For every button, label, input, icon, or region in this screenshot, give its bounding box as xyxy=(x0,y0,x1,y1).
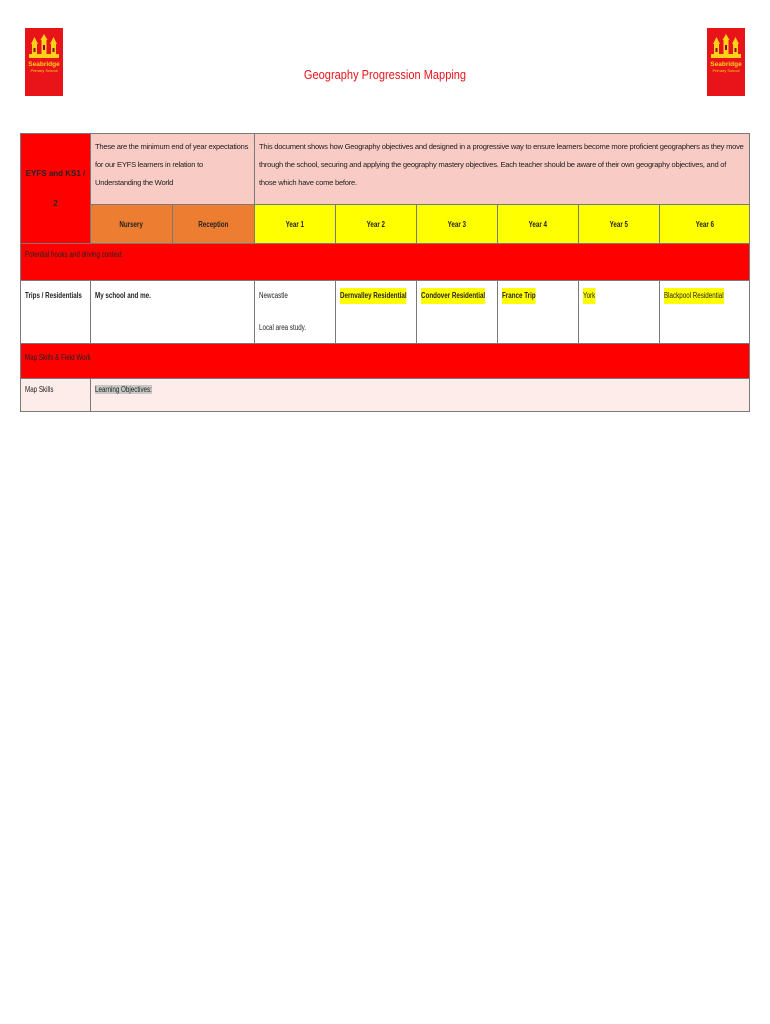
trips-year-4-text: France Trip xyxy=(502,288,536,304)
header-nursery xyxy=(91,205,173,244)
eyfs-intro-text: These are the minimum end of year expectations for our EYFS learners in relation to Understanding the World xyxy=(95,142,249,187)
crest-icon xyxy=(29,34,59,60)
header-reception xyxy=(173,205,255,244)
school-logo-right xyxy=(707,28,745,96)
phase-label-cell xyxy=(21,134,91,244)
trips-year-3 xyxy=(417,281,498,344)
phase-label: EYFS and KS1 / 2 xyxy=(25,168,86,208)
logo-subtitle: Primary School xyxy=(30,68,58,73)
trips-year-1 xyxy=(255,281,336,344)
section-hooks xyxy=(21,244,750,281)
header-year-1 xyxy=(255,205,336,244)
header-year-2 xyxy=(336,205,417,244)
trips-year-2-text: Dernvalley Residential xyxy=(340,288,407,304)
trips-year-4 xyxy=(498,281,579,344)
section-map-skills xyxy=(21,344,750,379)
header-year-6 xyxy=(660,205,750,244)
header-label: Year 5 xyxy=(609,219,629,229)
doc-intro xyxy=(255,134,750,205)
header-label: Year 4 xyxy=(528,219,548,229)
trips-year-1-b: Local area study. xyxy=(259,323,307,332)
header-year-3 xyxy=(417,205,498,244)
trips-label: Trips / Residentials xyxy=(25,291,82,300)
map-skills-label-cell xyxy=(21,379,91,412)
header-label: Year 1 xyxy=(285,219,305,229)
trips-eyfs xyxy=(91,281,255,344)
page-title: Geography Progression Mapping xyxy=(303,67,467,82)
header-year-4 xyxy=(498,205,579,244)
section-hooks-label: Potential hooks and driving context xyxy=(25,250,122,259)
doc-intro-text: This document shows how Geography objectives and designed in a progressive way to ensure learners become more proficient geographers as they move through the school, securing and applying the geography mastery objectives. Each teacher should be aware of their own geography objectives, and of those which have come before. xyxy=(259,142,744,187)
logo-subtitle: Primary School xyxy=(712,68,740,73)
school-logo-left xyxy=(25,28,63,96)
trips-year-1-a: Newcastle xyxy=(259,291,288,300)
logo-name: Seabridge xyxy=(710,61,742,68)
crest-icon xyxy=(711,34,741,60)
trips-year-2 xyxy=(336,281,417,344)
trips-year-3-text: Condover Residential xyxy=(421,288,485,304)
map-skills-objectives xyxy=(91,379,750,412)
header-label: Nursery xyxy=(119,219,144,229)
section-map-skills-label: Map Skills & Field Work xyxy=(25,353,91,362)
header-label: Year 6 xyxy=(695,219,714,229)
header-label: Year 2 xyxy=(366,219,386,229)
trips-label-cell xyxy=(21,281,91,344)
progression-table xyxy=(20,133,750,412)
trips-year-6 xyxy=(660,281,750,344)
trips-year-6-text: Blackpool Residential xyxy=(664,288,724,304)
logo-name: Seabridge xyxy=(28,61,60,68)
map-skills-label: Map Skills xyxy=(25,385,54,394)
header-year-5 xyxy=(579,205,660,244)
learning-objectives-label: Learning Objectives: xyxy=(95,385,152,394)
header-label: Reception xyxy=(198,219,229,229)
eyfs-intro xyxy=(91,134,255,205)
trips-year-5-text: York xyxy=(583,288,595,304)
trips-year-5 xyxy=(579,281,660,344)
trips-eyfs-text: My school and me. xyxy=(95,291,151,300)
header-label: Year 3 xyxy=(447,219,467,229)
